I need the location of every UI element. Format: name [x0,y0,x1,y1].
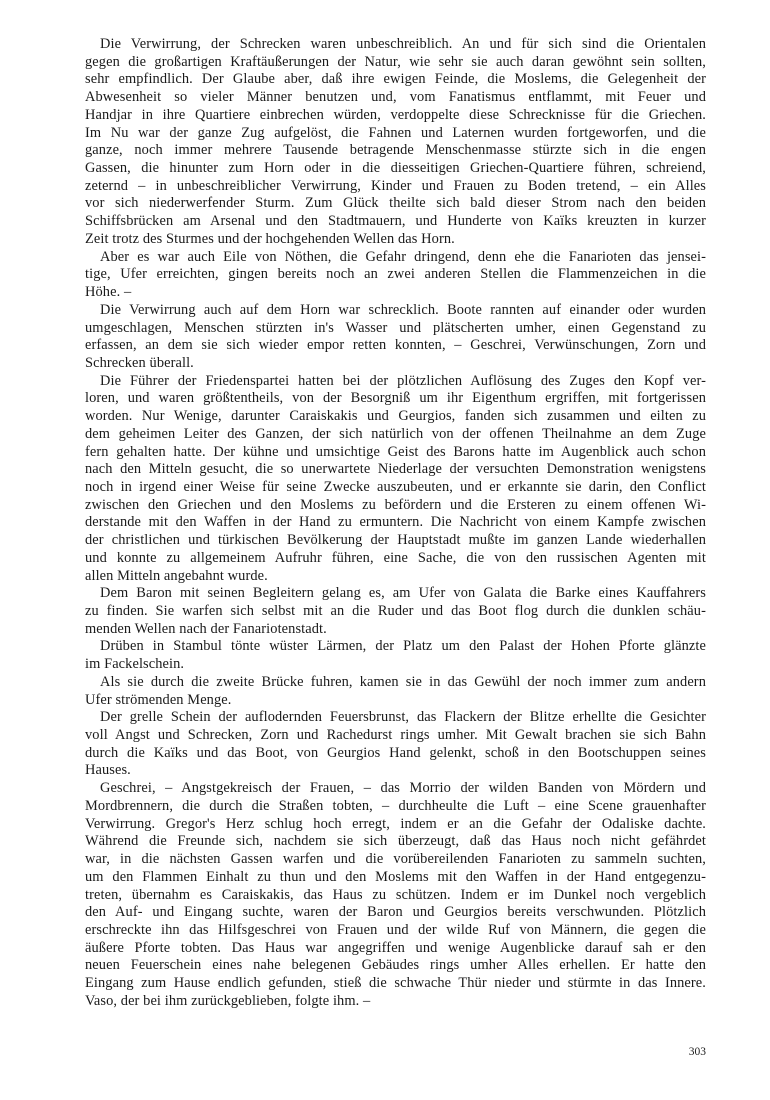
paragraph [85,709,706,780]
text-line: zeternd – in unbeschreiblicher Verwirrung, Kinder und Frauen zu Boden tretend, – ein Alles [85,177,706,194]
text-line: äußere Pforte tobten. Das Haus war angegriffen und wenige Augenblicke darauf sah er den [85,939,706,956]
text-line: den Auf- und Eingang suchte, waren der Baron und Geurgios bereits verschwunden. Plötzlich [85,904,706,921]
text-line: der christlichen und türkischen Bevölkerung der Hauptstadt mußte im ganzen Lande wiederhallen [85,532,706,549]
text-line: zwischen den Griechen und den Moslems zu befördern und die Ersteren zu einem offenen Wi- [85,496,706,513]
text-line: ganze, noch immer mehrere Tausende betragende Menschenmasse stürzte sich in die engen [85,142,706,159]
text-line: tige, Ufer erreichten, gingen bereits noch an zwei anderen Stellen die Flammenzeichen in die [85,266,706,283]
text-line: und konnte zu allgemeinem Aufruhr führen, eine Sache, die von den russischen Agenten mit [85,549,706,566]
text-line: Die Verwirrung auch auf dem Horn war schrecklich. Boote rannten auf einander oder wurden [100,301,706,318]
text-line: voll Angst und Schrecken, Zorn und Rachedurst rings umher. Mit Gewalt brachen sie sich Bahn [85,727,706,744]
paragraph [85,36,706,249]
text-line: Als sie durch die zweite Brücke fuhren, kamen sie in das Gewühl der noch immer zum andern [100,673,706,690]
paragraph [85,674,706,709]
text-line: dem geheimen Leiter des Ganzen, der sich natürlich von der offenen Theilnahme an dem Zuge [85,425,706,442]
text-line: um den Flammen Einhalt zu thun und den Moslems mit den Waffen in der Hand entgegenzu- [85,868,706,885]
text-line: neuen Feuerschein eines nahe belegenen Gebäudes rings umher Alles erhellen. Er hatte den [85,957,706,974]
text-line: Die Führer der Friedenspartei hatten bei der plötzlichen Auflösung des Zuges den Kopf ver- [100,372,706,389]
text-line: erfassen, an dem sie sich wieder empor retten konnten, – Geschrei, Verwünschungen, Zorn und [85,337,706,354]
text-line: erschreckte ihn das Hilfsgeschrei von Frauen und der wilde Ruf von Männern, die gegen die [85,921,706,938]
paragraph [85,302,706,373]
text-line: noch in irgend einer Weise für seine Zwecke auszubeuten, und er erkannte sie darin, den Conflict [85,478,706,495]
text-line: Eingang zum Hause endlich gefunden, stieß die schwache Thür nieder und stürmte in das Innere. [85,975,706,992]
text-line: Geschrei, – Angstgekreisch der Frauen, – das Morrio der wilden Banden von Mördern und [100,780,706,797]
text-line: Die Verwirrung, der Schrecken waren unbeschreiblich. An und für sich sind die Orientalen [100,36,706,52]
text-line: derstande mit den Waffen in der Hand zu ermuntern. Die Nachricht von einem Kampfe zwischen [85,514,706,531]
text-line: Aber es war auch Eile von Nöthen, die Gefahr dringend, denn ehe die Fanarioten das jensei- [100,248,706,265]
text-line: sehr empfindlich. Der Glaube aber, daß ihre ewigen Feinde, die Moslems, die Gelegenheit der [85,71,706,88]
text-line: Handjar in ihre Quartiere einbrechen würden, verdoppelte diese Schrecknisse für die Griechen. [85,106,706,123]
text-line: Der grelle Schein der auflodernden Feuersbrunst, das Flackern der Blitze erhellte die Gesichter [100,709,706,726]
text-line: zu finden. Sie warfen sich selbst mit an die Ruder und das Boot flog durch die dunklen schäu- [85,603,706,619]
text-line: Gassen, die hinunter zum Horn oder in die diesseitigen Griechen-Quartiere führen, schreiend, [85,160,706,177]
paragraph [85,373,706,586]
text-line: gegen die großartigen Kraftäußerungen der Natur, wie sehr sie auch daran gewöhnt sein sollten, [85,53,706,70]
text-line: fern gehalten hatte. Der kühne und umsichtige Geist des Barons hatte im Augenblick auch schon [85,443,706,460]
text-line: durch die Kaïks und das Boot, von Geurgios Hand gelenkt, schoß in den Bootschuppen seines [85,744,706,761]
text-line: worden. Nur Wenige, darunter Caraiskakis und Geurgios, fanden sich zusammen und eilten zu [85,408,706,425]
text-line: Mordbrennern, die durch die Straßen tobten, – durchheulte die Luft – eine Scene grauenhafter [85,797,706,814]
text-line: allen Mitteln angebahnt wurde. [85,567,268,584]
text-line: Abwesenheit so vieler Männer benutzen und, vom Fanatismus entflammt, mit Feuer und [85,89,706,106]
text-line: Höhe. – [85,284,132,301]
text-line: war, in die nächsten Gassen warfen und die vorübereilenden Fanarioten zu sammeln suchten, [85,851,706,868]
page-number: 303 [688,1046,706,1058]
text-line: umgeschlagen, Menschen stürzten in's Wasser und plätscherten umher, einen Gegenstand zu [85,319,706,336]
page-text [85,36,706,1011]
text-line: Dem Baron mit seinen Begleitern gelang es, am Ufer von Galata die Barke eines Kauffahrers [100,585,706,602]
text-line: Ufer strömenden Menge. [85,691,232,708]
paragraph [85,780,706,1010]
text-line: Schiffsbrücken am Arsenal und den Stadtmauern, und Hunderte von Kaïks kreuzten in kurzer [85,213,706,230]
text-line: treten, übernahm es Caraiskakis, das Haus zu schützen. Indem er im Dunkel noch vergeblich [85,886,706,903]
text-line: Verwirrung. Gregor's Herz schlug hoch erregt, indem er an die Gefahr der Odaliske dachte. [85,815,706,832]
text-line: Hauses. [85,762,131,779]
text-line: im Fackelschein. [85,656,185,673]
text-line: loren, und waren größtentheils, von der Besorgniß um ihr Eigenthum ergriffen, mit fortgerissen [85,390,706,407]
paragraph [85,249,706,302]
text-line: nach den Mitteln gesucht, die so unerwartete Niederlage der versuchten Demonstration wenigstens [85,461,706,478]
text-line: Schrecken überall. [85,354,194,371]
text-line: Während die Freunde sich, nachdem sie sich überzeugt, daß das Haus noch nicht gefährdet [85,833,706,850]
text-line: Drüben in Stambul tönte wüster Lärmen, der Platz um den Palast der Hohen Pforte glänzte [100,638,706,655]
text-line: menden Wellen nach der Fanariotenstadt. [85,620,327,637]
text-line: Im Nu war der ganze Zug aufgelöst, die Fahnen und Laternen wurden fortgeworfen, und die [85,124,706,141]
text-line: vor sich niederwerfender Sturm. Zum Glück theilte sich bald dieser Strom nach den beiden [85,195,706,212]
paragraph [85,585,706,638]
text-line: Zeit trotz des Sturmes und der hochgehenden Wellen das Horn. [85,230,455,247]
text-line: Vaso, der bei ihm zurückgeblieben, folgte ihm. – [85,992,371,1009]
paragraph [85,638,706,673]
